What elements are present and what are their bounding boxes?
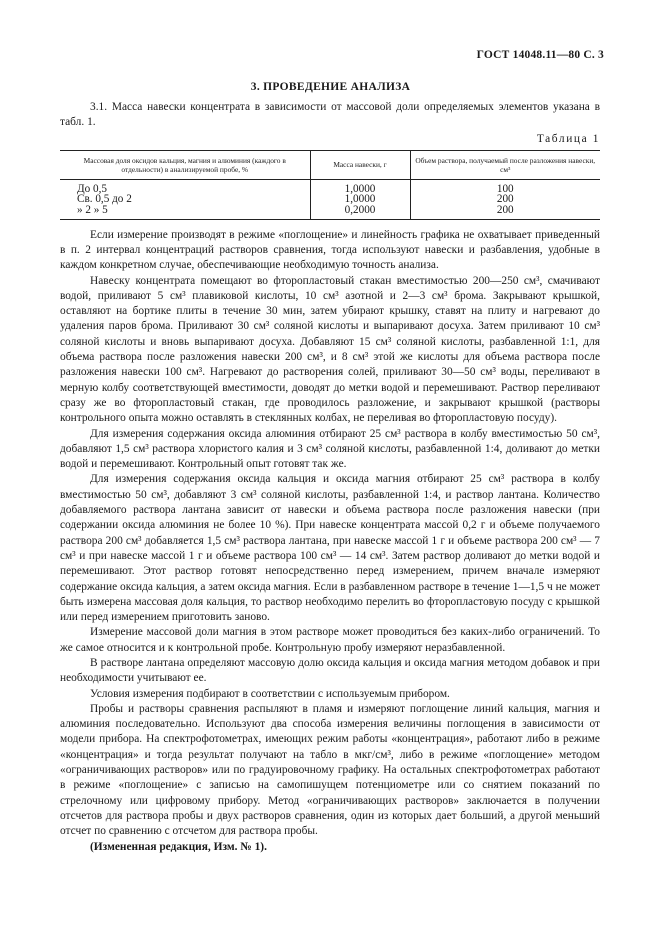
table-row bbox=[60, 205, 600, 219]
table-row bbox=[60, 194, 600, 205]
column-header-volume: Объем раствора, получаемый после разложения навески, см³ bbox=[410, 150, 600, 179]
body-paragraph: Если измерение производят в режиме «поглощение» и линейность графика не охватывает приведенный в п. 2 интервал концентраций растворов сравнения, тогда используют навески и разбавления, удобные в каждом конкретном случае, обеспечивающие необходимую точность анализа. bbox=[60, 228, 600, 272]
body-paragraph: Измерение массовой доли магния в этом растворе может проводиться без каких-либо ограничений. То же самое относится и к контрольной пробе. Контрольную пробу измеряют неразбавленной. bbox=[60, 626, 600, 654]
column-header-fraction: Массовая доля оксидов кальция, магния и алюминия (каждого в отдельности) в анализируемой пробе, % bbox=[60, 150, 310, 179]
table-cell: 100 bbox=[410, 179, 600, 194]
body-paragraph: Условия измерения подбирают в соответствии с используемым прибором. bbox=[90, 687, 450, 700]
body-paragraph: Навеску концентрата помещают во фторопластовый стакан вместимостью 200—250 см³, смачивают водой, приливают 5 см³ плавиковой кислоты, 10 см³ азотной и 2—3 см³ брома. Закрывают крышкой, оставляют на бортике плиты в течение 30 мин, затем убирают крышку, ставят на плиту и нагревают до удаления паров брома. Приливают 30 см³ соляной кислоты и выпаривают досуха. Затем приливают 10 см³ соляной кислоты и вновь выпаривают досуха. Добавляют 15 см³ соляной кислоты, разбавленной 1:1, для объема раствора после разложения навески 200 см³, и 8 см³ этой же кислоты для объема раствора после разложения навески 100 см³. Нагревают до растворения солей, приливают 30—50 см³ воды, переливают в мерную колбу соответствующей вместимости, доводят до метки водой и перемешивают. Раствор переливают сразу же во фторопластовый стакан, где проводилось разложение, и закрывают крышкой (растворы контрольного опыта можно оставлять в стеклянных колбах, не переливая во фторопластовую посуду). bbox=[60, 274, 600, 425]
table-cell: 200 bbox=[410, 194, 600, 205]
table-row bbox=[60, 179, 600, 194]
mass-table bbox=[60, 150, 600, 220]
table-header-row bbox=[60, 150, 600, 179]
table-cell: 200 bbox=[410, 205, 600, 219]
table-cell: Св. 0,5 до 2 bbox=[77, 193, 132, 206]
amendment-note: (Измененная редакция, Изм. № 1). bbox=[90, 840, 267, 853]
body-paragraph: Для измерения содержания оксида алюминия отбирают 25 см³ раствора в колбу вместимостью 50 см³, добавляют 1,5 см³ раствора хлористого калия и 3 см³ соляной кислоты, разбавленной 1:4, доливают до метки водой и перемешивают. Контрольный опыт готовят так же. bbox=[60, 427, 600, 471]
body-paragraph: Для измерения содержания оксида кальция и оксида магния отбирают 25 см³ раствора в колбу вместимостью 50 см³, добавляют 3 см³ соляной кислоты, разбавленной 1:4, и раствор лантана. Количество добавляемого раствора лантана зависит от навески и объема раствора после разложения навески (при содержании оксида алюминия не более 10 %). При навеске концентрата массой 0,2 г и объеме получаемого раствора 200 см³ добавляется 1,5 см³ раствора лантана, при навеске массой 1 г и объеме раствора 200 см³ — 7 см³ и при навеске массой 1 г и объеме раствора 100 см³ — 14 см³. Затем раствор доливают до метки водой и перемешивают. Этот раствор готовят непосредственно перед измерением, причем вначале измеряют содержание оксида кальция, а затем оксида магния. Если в разбавленном растворе в течение 1—1,5 ч не может быть измерена массовая доля кальция, то раствор необходимо перелить во фторопластовую посуду с крышкой или перед измерением приготовить заново. bbox=[60, 473, 600, 624]
intro-paragraph: 3.1. Масса навески концентрата в зависимости от массовой доли определяемых элементов указана в табл. 1. bbox=[60, 101, 600, 129]
column-header-mass: Масса навески, г bbox=[310, 150, 410, 179]
section-title: 3. ПРОВЕДЕНИЕ АНАЛИЗА bbox=[250, 81, 411, 93]
table-cell: До 0,5 bbox=[77, 182, 108, 195]
table-caption: Таблица 1 bbox=[536, 132, 600, 145]
body-paragraph: Пробы и растворы сравнения распыляют в пламя и измеряют поглощение линий кальция, магния и алюминия последовательно. Используют два способа измерения величины поглощения в зависимости от модели прибора. На спектрофотометрах, имеющих режим работы «концентрация», работают либо в режиме «концентрация» и тогда результат получают на табло в мкг/см³, либо в режиме «поглощение» методом «ограничивающих растворов» или по градуировочному графику. На остальных спектрофотометрах работают в режиме «поглощение» с записью на самопишущем потенциометре или со снятием показаний по стрелочному или цифровому прибору. Метод «ограничивающих растворов» заключается в получении отсчетов для раствора пробы и двух растворов сравнения, один из которых дает больший, а другой меньший отсчет по сравнению с отсчетом для раствора пробы. bbox=[60, 702, 600, 838]
table-cell: 0,2000 bbox=[310, 205, 410, 219]
table-cell: 1,0000 bbox=[310, 179, 410, 194]
body-paragraph: В растворе лантана определяют массовую долю оксида кальция и оксида магния методом добавок и при необходимости учитывают ее. bbox=[60, 656, 600, 685]
table-cell: 1,0000 bbox=[310, 194, 410, 205]
document-body bbox=[60, 100, 600, 855]
table-cell: » 2 » 5 bbox=[60, 205, 310, 219]
standard-header: ГОСТ 14048.11—80 С. 3 bbox=[476, 49, 604, 61]
